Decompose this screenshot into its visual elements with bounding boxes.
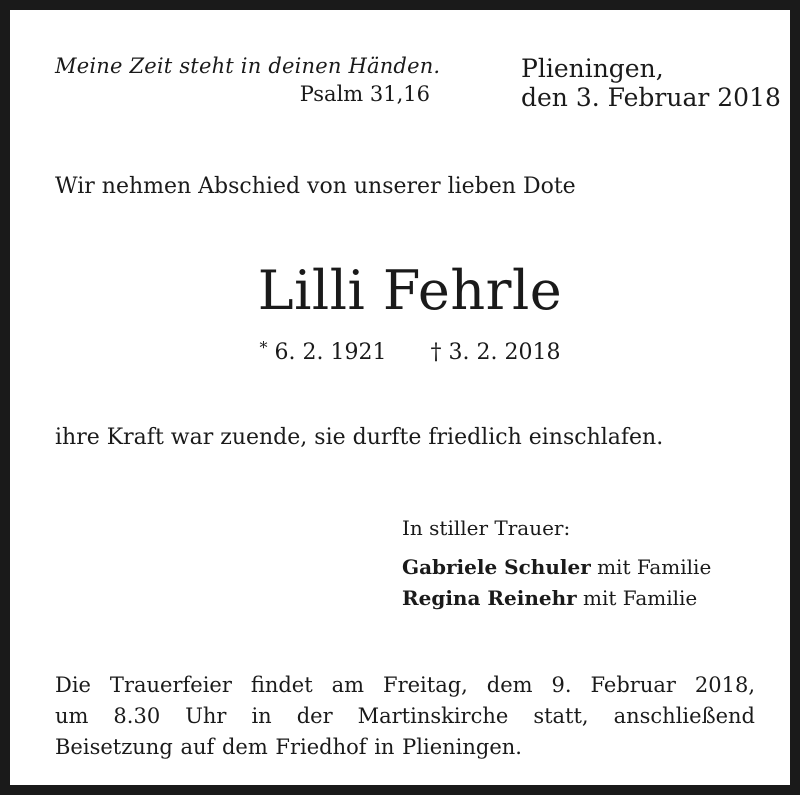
funeral-info-line: Beisetzung auf dem Friedhof in Plieningen. <box>55 735 522 759</box>
bible-verse: Meine Zeit steht in deinen Händen. <box>55 54 441 78</box>
funeral-info-line: um 8.30 Uhr in der Martinskirche statt, anschließend <box>55 704 755 728</box>
place: Plieningen, <box>521 54 664 83</box>
death-symbol: † <box>430 340 442 365</box>
mourning-heading: In stiller Trauer: <box>402 516 571 540</box>
funeral-info-line: Die Trauerfeier findet am Freitag, dem 9. Februar 2018, <box>55 673 755 697</box>
mourner-entry <box>402 553 711 581</box>
notice-date: den 3. Februar 2018 <box>521 83 781 112</box>
farewell-quote: ihre Kraft war zuende, sie durfte friedlich einschlafen. <box>55 425 664 450</box>
mourner-suffix: mit Familie <box>583 586 698 610</box>
life-dates <box>10 334 800 367</box>
intro-text: Wir nehmen Abschied von unserer lieben Dote <box>55 174 576 199</box>
deceased-name: Lilli Fehrle <box>257 259 563 322</box>
mourner-entry <box>402 584 697 612</box>
birth-date: 6. 2. 1921 <box>274 340 387 365</box>
birth-symbol: * <box>259 338 268 357</box>
mourner-name: Gabriele Schuler <box>402 555 591 579</box>
funeral-info <box>55 670 755 763</box>
mourner-name: Regina Reinehr <box>402 586 577 610</box>
bible-verse-reference: Psalm 31,16 <box>299 82 430 106</box>
death-date: 3. 2. 2018 <box>448 340 561 365</box>
mourner-suffix: mit Familie <box>597 555 712 579</box>
